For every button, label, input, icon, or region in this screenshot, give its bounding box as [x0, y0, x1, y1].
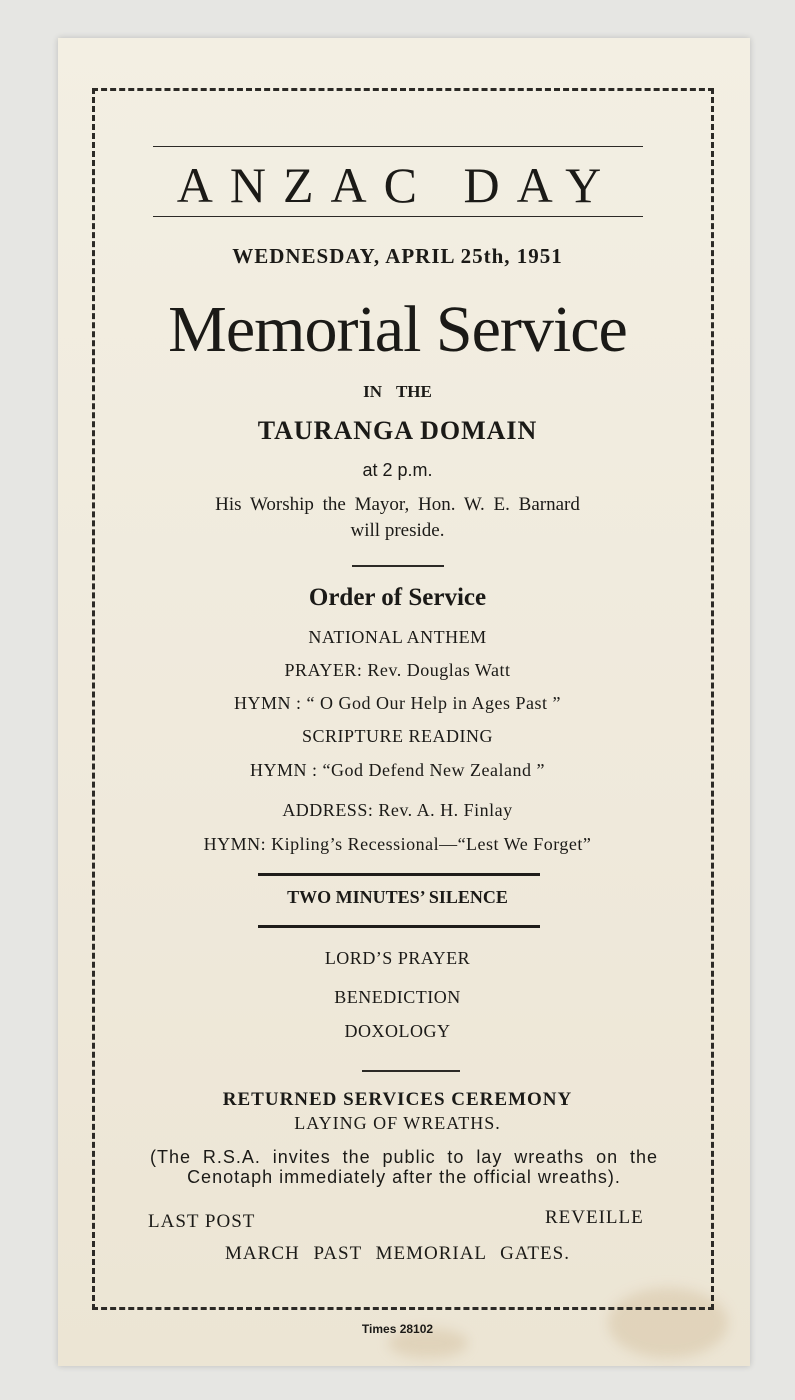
order-item: HYMN : “ O God Our Help in Ages Past ” — [234, 693, 561, 713]
event-date: WEDNESDAY, APRIL 25th, 1951 — [232, 244, 563, 268]
march-past-label: MARCH PAST MEMORIAL GATES. — [225, 1243, 570, 1264]
order-item: SCRIPTURE READING — [301, 726, 493, 746]
presiding-line-1: His Worship the Mayor, Hon. W. E. Barnard — [215, 494, 580, 515]
service-title: Memorial Service — [168, 293, 627, 366]
title-rule-bottom — [153, 216, 643, 217]
order-heading: Order of Service — [308, 584, 487, 611]
presiding-line-2: will preside. — [350, 520, 445, 541]
closing-item: LORD’S PRAYER — [324, 948, 471, 968]
last-post-label: LAST POST — [148, 1211, 256, 1232]
order-item: NATIONAL ANTHEM — [308, 627, 487, 647]
location-name: TAURANGA DOMAIN — [257, 416, 538, 445]
reveille-label: REVEILLE — [545, 1207, 644, 1228]
order-item: PRAYER: Rev. Douglas Watt — [284, 660, 511, 680]
ceremony-heading: RETURNED SERVICES CEREMONY — [222, 1089, 573, 1110]
page-title: ANZAC DAY — [176, 157, 619, 213]
order-item: HYMN : “God Defend New Zealand ” — [250, 760, 545, 780]
ceremony-note: (The R.S.A. invites the public to lay wreaths on the Cenotaph immediately after the official wreaths). — [150, 1147, 658, 1187]
order-item: HYMN: Kipling’s Recessional—“Lest We Forget” — [203, 834, 592, 854]
title-rule-top — [153, 146, 643, 147]
order-item: ADDRESS: Rev. A. H. Finlay — [282, 800, 513, 820]
printer-mark: Times 28102 — [361, 1322, 434, 1336]
ceremony-subheading: LAYING OF WREATHS. — [294, 1113, 501, 1133]
silence-label: TWO MINUTES’ SILENCE — [287, 887, 508, 907]
closing-item: DOXOLOGY — [344, 1021, 451, 1041]
closing-item: BENEDICTION — [334, 987, 461, 1007]
silence-rule-top — [258, 873, 540, 876]
section-divider — [352, 565, 444, 567]
in-the-label: IN THE — [363, 382, 432, 401]
section-divider — [362, 1070, 460, 1072]
silence-rule-bottom — [258, 925, 540, 928]
start-time: at 2 p.m. — [362, 460, 433, 480]
